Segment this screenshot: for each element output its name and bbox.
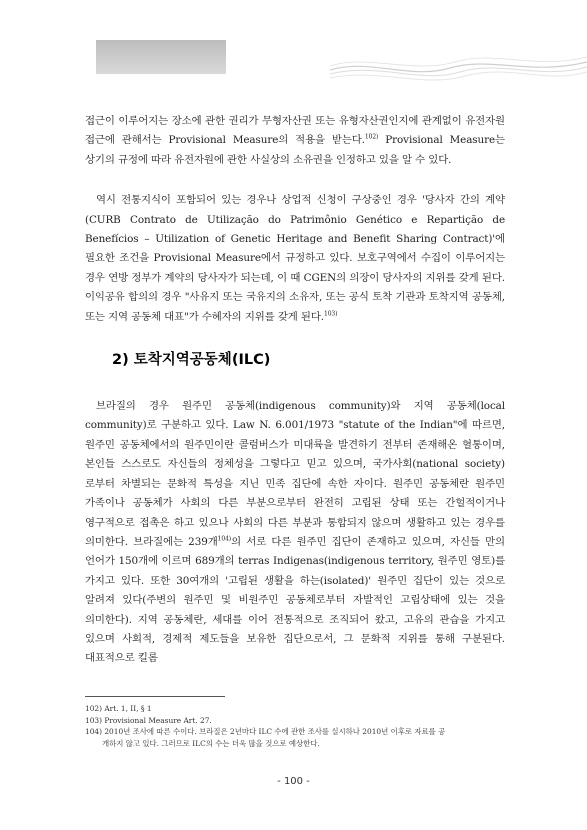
- paragraph-1-text-cont: Provisional Measure는 상기의 규정에 따라 유전자원에 관한 사실상의 소유권을 인정하고 있을 알 수 있다.: [85, 134, 505, 166]
- footnote-ref-103: 103): [324, 310, 338, 318]
- paragraph-2-text: 역시 전통지식이 포함되어 있는 경우나 상업적 신청이 구상중인 경우 '당사자 간의 계약(CURB Contrato de Utilização do Patrimônio Genético e Repartição de Benefícios – Utilization of Genetic Heritage and Benefit Sharing Contract)'에 필요한 조건을 Provisional Measure에서 규정하고 있다. 보호구역에서 수집이 이루어지는 경우 연방 정부가 계약의 당사자가 되는데, 이 때 CGEN의 의장이 당사자의 지위를 갖게 된다. 이익공유 합의의 경우 "사유지 또는 국유지의 소유자, 또는 공식 토착 기관과 토착지역 공동체, 또는 지역 공동체 대표"가 수혜자의 지위를 갖게 된다.: [85, 194, 505, 323]
- paragraph-3: [85, 397, 505, 669]
- footnote-ref-104: 104): [217, 535, 232, 543]
- footnote-divider: [85, 696, 225, 697]
- header-wave-graphic: [330, 40, 587, 90]
- main-content: [85, 112, 505, 669]
- page-number: - 100 -: [277, 776, 310, 787]
- footnotes: [85, 696, 505, 749]
- section-title: 2) 토착지역공동체(ILC): [112, 352, 271, 369]
- paragraph-2: [85, 191, 505, 327]
- footnote-102: 102) Art. 1, II, § 1: [85, 704, 152, 713]
- footnote-103: 103) Provisional Measure Art. 27.: [85, 715, 212, 725]
- footnote-104-cont: 개하지 않고 있다. 그러므로 ILC의 수는 더욱 많을 것으로 예상한다.: [102, 738, 320, 748]
- footnote-104: 104) 2010년 조사에 따른 수이다. 브라질은 2년마다 ILC 수에 관한 조사를 실시하나 2010년 이후로 자료를 공: [85, 727, 446, 736]
- paragraph-3-text: 브라질의 경우 원주민 공동체(indigenous community)와 지역 공동체(local community)로 구분하고 있다. Law N. 6.001/1973 "statute of the Indian"에 따르면, 원주민 공동체에서의 원주민이란 콜럼버스가 미대륙을 발견하기 전부터 존재해온 혈통이며, 본인들 스스로도 자신들의 정체성을 그렇다고 믿고 있으며, 국가사회(national society)로부터 차별되는 문화적 특성을 지닌 민족 집단에 속한 자이다. 원주민 공동체란 원주민 가족이나 공동체가 사회의 다른 부분으로부터 완전히 고립된 상태 또는 간헐적이거나 영구적으로 접촉은 하고 있으나 사회의 다른 부분과 통합되지 않으며 생활하고 있는 경우를 의미한다. 브라질에는 239개: [85, 400, 505, 548]
- paragraph-1: [85, 112, 505, 170]
- paragraph-3-text-cont: 의 서로 다른 원주민 집단이 존재하고 있으며, 자신들 만의 언어가 150개에 이르며 689개의 terras Indigenas(indigenous territory, 원주민 영토)를 가지고 있다. 또한 30여개의 '고립된 생활을 하는(isolated)' 원주민 집단이 있는 것으로 알려져 있다(주변의 원주민 및 비원주민 공동체로부터 자발적인 고립상태에 있는 것을 의미한다). 지역 공동체란, 세대를 이어 전통적으로 조직되어 왔고, 고유의 관습을 가지고 있으며 사회적, 경제적 제도들을 보유한 집단으로서, 그 문화적 지위를 통해 구분된다. 대표적으로 킬롬: [85, 535, 505, 665]
- footnote-ref-102: 102): [364, 133, 379, 141]
- paragraph-1-text: 접근이 이루어지는 장소에 관한 권리가 무형자산권 또는 유형자산권인지에 관계없이 유전자원 접근에 관해서는 Provisional Measure의 적용을 받는다.: [85, 115, 505, 147]
